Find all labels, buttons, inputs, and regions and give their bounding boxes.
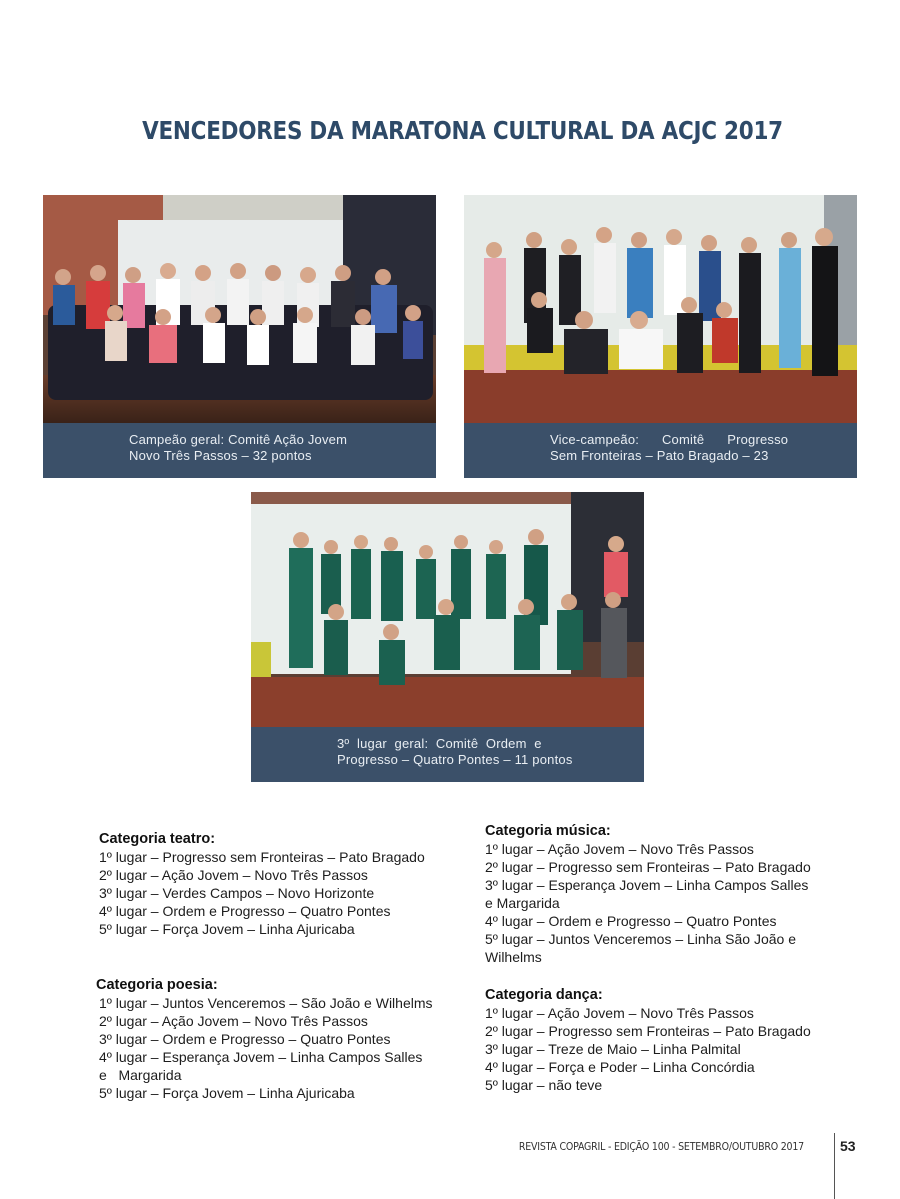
- placement-item: 4º lugar – Ordem e Progresso – Quatro Pontes: [99, 903, 391, 919]
- photo-caption: Campeão geral: Comitê Ação Jovem Novo Três Passos – 32 pontos: [129, 432, 348, 463]
- photo-card-runner-up: [464, 195, 857, 478]
- placement-item: e Margarida: [485, 895, 560, 911]
- placement-list: [99, 848, 425, 938]
- placement-item: Wilhelms: [485, 949, 542, 965]
- photo-card-third: [251, 492, 644, 782]
- category-teatro: [99, 830, 425, 938]
- category-musica: [485, 822, 811, 966]
- placement-item: 1º lugar – Juntos Venceremos – São João e Wilhelms: [99, 995, 433, 1011]
- placement-item: 2º lugar – Progresso sem Fronteiras – Pato Bragado: [485, 1023, 811, 1039]
- placement-item: 1º lugar – Ação Jovem – Novo Três Passos: [485, 1005, 754, 1021]
- placement-item: 5º lugar – Força Jovem – Linha Ajuricaba: [99, 1085, 355, 1101]
- category-heading: Categoria dança:: [485, 987, 603, 1003]
- placement-item: 1º lugar – Progresso sem Fronteiras – Pato Bragado: [99, 849, 425, 865]
- placement-item: 5º lugar – não teve: [485, 1077, 603, 1093]
- placement-item: 3º lugar – Verdes Campos – Novo Horizonte: [99, 885, 375, 901]
- group-photo-champion: [43, 195, 436, 423]
- photo-caption: Vice-campeão: Comitê Progresso Sem Fronteiras – Pato Bragado – 23: [550, 432, 789, 463]
- category-heading: Categoria teatro:: [99, 831, 216, 847]
- category-poesia: [96, 976, 433, 1102]
- group-photo-runner-up: [464, 195, 857, 423]
- category-danca: [485, 986, 811, 1094]
- placement-item: 2º lugar – Ação Jovem – Novo Três Passos: [99, 867, 368, 883]
- placement-list: [99, 994, 433, 1102]
- group-photo-third: [251, 492, 644, 727]
- placement-item: 3º lugar – Treze de Maio – Linha Palmital: [485, 1041, 741, 1057]
- footer-divider: [834, 1133, 835, 1199]
- placement-item: 5º lugar – Juntos Venceremos – Linha São João e: [485, 931, 796, 947]
- placement-item: 2º lugar – Ação Jovem – Novo Três Passos: [99, 1013, 368, 1029]
- placement-item: 3º lugar – Esperança Jovem – Linha Campos Salles: [485, 877, 809, 893]
- placement-list: [485, 1004, 811, 1094]
- placement-item: 5º lugar – Força Jovem – Linha Ajuricaba: [99, 921, 355, 937]
- placement-item: 3º lugar – Ordem e Progresso – Quatro Pontes: [99, 1031, 391, 1047]
- category-heading: Categoria música:: [485, 823, 611, 839]
- page-title: VENCEDORES DA MARATONA CULTURAL DA ACJC 2017: [142, 116, 783, 145]
- photo-card-champion: [43, 195, 436, 478]
- placement-item: e Margarida: [99, 1067, 182, 1083]
- page-number: 53: [840, 1138, 856, 1154]
- placement-item: 1º lugar – Ação Jovem – Novo Três Passos: [485, 841, 754, 857]
- placement-item: 4º lugar – Esperança Jovem – Linha Campos Salles: [99, 1049, 423, 1065]
- placement-item: 2º lugar – Progresso sem Fronteiras – Pato Bragado: [485, 859, 811, 875]
- placement-item: 4º lugar – Ordem e Progresso – Quatro Pontes: [485, 913, 777, 929]
- footer-publication: REVISTA COPAGRIL - EDIÇÃO 100 - SETEMBRO/OUTUBRO 2017: [518, 1141, 804, 1153]
- placement-item: 4º lugar – Força e Poder – Linha Concórdia: [485, 1059, 755, 1075]
- photo-caption: 3º lugar geral: Comitê Ordem e Progresso – Quatro Pontes – 11 pontos: [337, 736, 573, 767]
- placement-list: [485, 840, 811, 966]
- category-heading: Categoria poesia:: [96, 977, 218, 993]
